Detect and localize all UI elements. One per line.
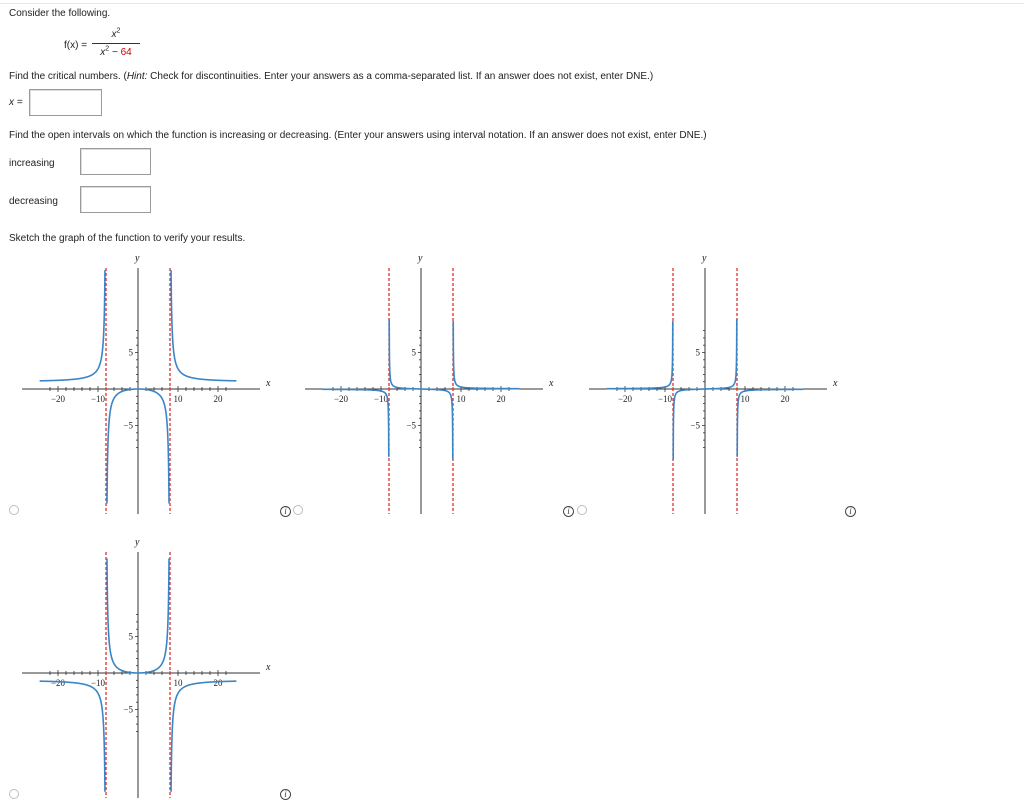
x-tick-label: −20 — [617, 394, 633, 404]
y-tick-label: 5 — [695, 347, 700, 358]
x-tick-label: 20 — [780, 394, 790, 404]
info-icon[interactable]: i — [845, 506, 856, 517]
y-tick-label: 5 — [128, 631, 133, 642]
y-axis-label: y — [418, 253, 423, 264]
y-tick-label: −5 — [406, 420, 416, 431]
top-divider — [0, 3, 1024, 4]
function-curve — [171, 681, 236, 792]
x-axis-label: x — [549, 378, 554, 389]
increasing-input[interactable] — [80, 148, 151, 175]
graph-option-b — [303, 252, 563, 514]
y-axis-label: y — [135, 537, 140, 548]
x-tick-label: −10 — [657, 394, 673, 404]
x-tick-label: 20 — [496, 394, 506, 404]
graph-option-d — [20, 536, 280, 798]
x-tick-label: 20 — [213, 394, 223, 404]
intro-text: Consider the following. — [9, 8, 111, 19]
x-tick-label: 10 — [456, 394, 466, 404]
q1-prompt: Find the critical numbers. (Hint: Check for discontinuities. Enter your answers as a comma-separated list. If an answer does not exist, enter DNE.) — [9, 71, 654, 82]
increasing-label: increasing — [9, 158, 55, 169]
info-icon[interactable]: i — [280, 789, 291, 800]
denominator: $x^2 - 64$ — [100, 45, 132, 58]
y-tick-label: −5 — [123, 704, 133, 715]
x-tick-label: −20 — [50, 394, 66, 404]
function-curve — [607, 321, 673, 389]
q2-prompt: Find the open intervals on which the function is increasing or decreasing. (Enter your answers using interval notation. If an answer does not exist, enter DNE.) — [9, 130, 707, 141]
x-axis-label: x — [266, 378, 271, 389]
y-tick-label: 5 — [128, 347, 133, 358]
x-axis-label: x — [266, 662, 271, 673]
function-curve — [40, 681, 105, 792]
x-tick-label: −10 — [90, 678, 106, 688]
x-axis-label: x — [833, 378, 838, 389]
radio-option-c[interactable] — [577, 505, 587, 515]
decreasing-input[interactable] — [80, 186, 151, 213]
x-tick-label: −10 — [90, 394, 106, 404]
q3-prompt: Sketch the graph of the function to verify your results. — [9, 233, 246, 244]
y-axis-label: y — [135, 253, 140, 264]
radio-option-d[interactable] — [9, 789, 19, 799]
x-tick-label: 10 — [173, 394, 183, 404]
numerator: $x^2$ — [111, 27, 121, 40]
graph-option-a — [20, 252, 280, 514]
x-tick-label: −20 — [50, 678, 66, 688]
function-name: f(x) — [64, 40, 79, 51]
y-tick-label: 5 — [411, 347, 416, 358]
y-tick-label: −5 — [690, 420, 700, 431]
radio-option-b[interactable] — [293, 505, 303, 515]
function-lhs — [64, 40, 87, 51]
x-tick-label: −10 — [373, 394, 389, 404]
function-equals: = — [81, 40, 88, 51]
function-curve — [40, 270, 105, 381]
info-icon[interactable]: i — [563, 506, 574, 517]
y-axis-label: y — [702, 253, 707, 264]
function-fraction — [90, 29, 142, 63]
x-tick-label: 20 — [213, 678, 223, 688]
decreasing-label: decreasing — [9, 196, 58, 207]
radio-option-a[interactable] — [9, 505, 19, 515]
q1-var-label: x = — [9, 97, 23, 108]
critical-numbers-input[interactable] — [29, 89, 102, 116]
fraction-bar — [92, 43, 140, 44]
y-tick-label: −5 — [123, 420, 133, 431]
function-curve — [453, 321, 519, 389]
x-tick-label: 10 — [173, 678, 183, 688]
info-icon[interactable]: i — [280, 506, 291, 517]
x-tick-label: 10 — [740, 394, 750, 404]
x-tick-label: −20 — [333, 394, 349, 404]
function-curve — [171, 270, 236, 381]
graph-option-c — [587, 252, 847, 514]
